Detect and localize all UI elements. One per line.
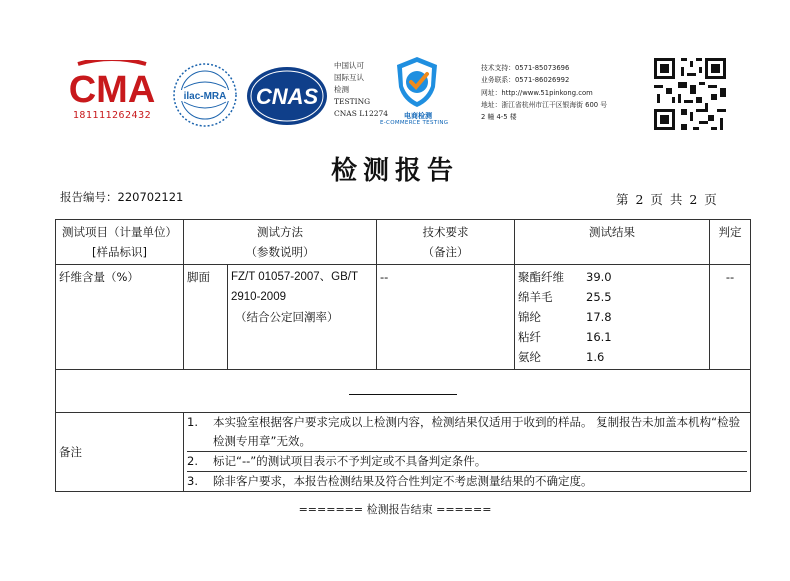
shield-check-icon [393, 55, 441, 109]
contact-line: 地址：浙江省杭州市江干区银海街 600 号 [481, 100, 608, 109]
note-number: 2. [187, 454, 198, 468]
fiber-value: 25.5 [586, 290, 612, 304]
cert-line: TESTING [334, 97, 371, 106]
notes-cell [184, 413, 751, 492]
note-item [187, 472, 747, 491]
note-text: 除非客户要求，本报告检测结果及符合性判定不考虑测量结果的不确定度。 [213, 474, 593, 488]
fiber-name: 锦纶 [518, 310, 541, 324]
header-item-line: [样品标识] [92, 245, 147, 259]
cell-requirement: -- [377, 265, 515, 370]
notes-row [56, 413, 751, 492]
accreditation-text [334, 60, 388, 120]
header-verdict: 判定 [710, 220, 751, 265]
header-result: 测试结果 [515, 220, 710, 265]
cnas-logo [246, 66, 328, 126]
cert-line: CNAS L12274 [334, 109, 389, 118]
fiber-value: 17.8 [586, 310, 612, 324]
cert-line: 国际互认 [334, 73, 364, 82]
fiber-name: 粘纤 [518, 330, 541, 344]
contact-line: 2 幢 4-5 楼 [481, 113, 517, 122]
separator-line [349, 394, 457, 395]
report-end-marker: ======= 检测报告结束 ====== [298, 503, 492, 516]
header-requirement [377, 220, 515, 265]
svg-text:CNAS: CNAS [255, 84, 319, 109]
header-req-line: 技术要求 [422, 225, 469, 239]
contact-line: 网址：http://www.51pinkong.com [481, 88, 593, 97]
cma-number: 181111262432 [72, 110, 152, 121]
cell-method [228, 265, 377, 370]
separator-cell [56, 370, 751, 413]
note-text: 标记“--”的测试项目表示不予判定或不具备判定条件。 [213, 454, 487, 468]
fiber-name: 氨纶 [518, 350, 541, 364]
table-header-row [56, 220, 751, 265]
cell-item: 纤维含量（%） [56, 265, 184, 370]
fiber-value: 1.6 [586, 350, 605, 364]
report-number: 报告编号：220702121 [60, 190, 184, 204]
note-number: 3. [187, 474, 198, 488]
cert-line: 中国认可 [334, 61, 364, 70]
header-item [56, 220, 184, 265]
fiber-name: 绵羊毛 [518, 290, 553, 304]
shield-subtitle: E-COMMERCE TESTING [380, 120, 449, 126]
svg-text:CMA: CMA [68, 69, 156, 110]
table-row [56, 265, 751, 370]
cma-logo [58, 60, 166, 110]
result-entry [518, 287, 706, 307]
result-entry [518, 307, 706, 327]
page-indicator: 第 2 页 共 2 页 [616, 192, 717, 207]
cell-verdict: -- [710, 265, 751, 370]
qr-code-icon [651, 55, 729, 133]
header-method-line: 测试方法 [257, 225, 303, 239]
cell-part: 脚面 [184, 265, 228, 370]
result-entry [518, 267, 706, 287]
header-method [184, 220, 377, 265]
ilac-mra-logo [172, 62, 238, 128]
svg-text:ilac-MRA: ilac-MRA [183, 91, 227, 102]
header-req-line: （备注） [422, 245, 469, 259]
method-line: FZ/T 01057-2007、GB/T [231, 271, 358, 283]
note-text: 本实验室根据客户要求完成以上检测内容，检测结果仅适用于收到的样品。 复制报告未加盖本机构“检验检测专用章”无效。 [213, 415, 741, 448]
header-item-line: 测试项目（计量单位） [62, 225, 177, 239]
report-title: 检测报告 [330, 156, 459, 186]
method-line: （结合公定回潮率） [235, 310, 339, 324]
note-item [187, 452, 747, 472]
fiber-value: 39.0 [586, 270, 612, 284]
shield-title: 电商检测 [404, 112, 432, 120]
header-method-line: （参数说明） [245, 245, 315, 259]
contact-line: 技术支持：0571-85073696 [481, 64, 570, 72]
notes-label: 备注 [56, 413, 184, 492]
results-table [55, 219, 751, 492]
method-line: 2910-2009 [231, 291, 286, 303]
note-number: 1. [187, 415, 198, 429]
contact-line: 业务联系：0571-86026992 [481, 76, 570, 85]
fiber-value: 16.1 [586, 330, 612, 344]
result-entry [518, 327, 706, 347]
cert-line: 检测 [334, 85, 349, 94]
result-entry [518, 347, 706, 367]
note-item [187, 413, 747, 452]
cell-results [515, 265, 710, 370]
fiber-name: 聚酯纤维 [518, 270, 564, 284]
contact-info [481, 62, 607, 123]
separator-row [56, 370, 751, 413]
